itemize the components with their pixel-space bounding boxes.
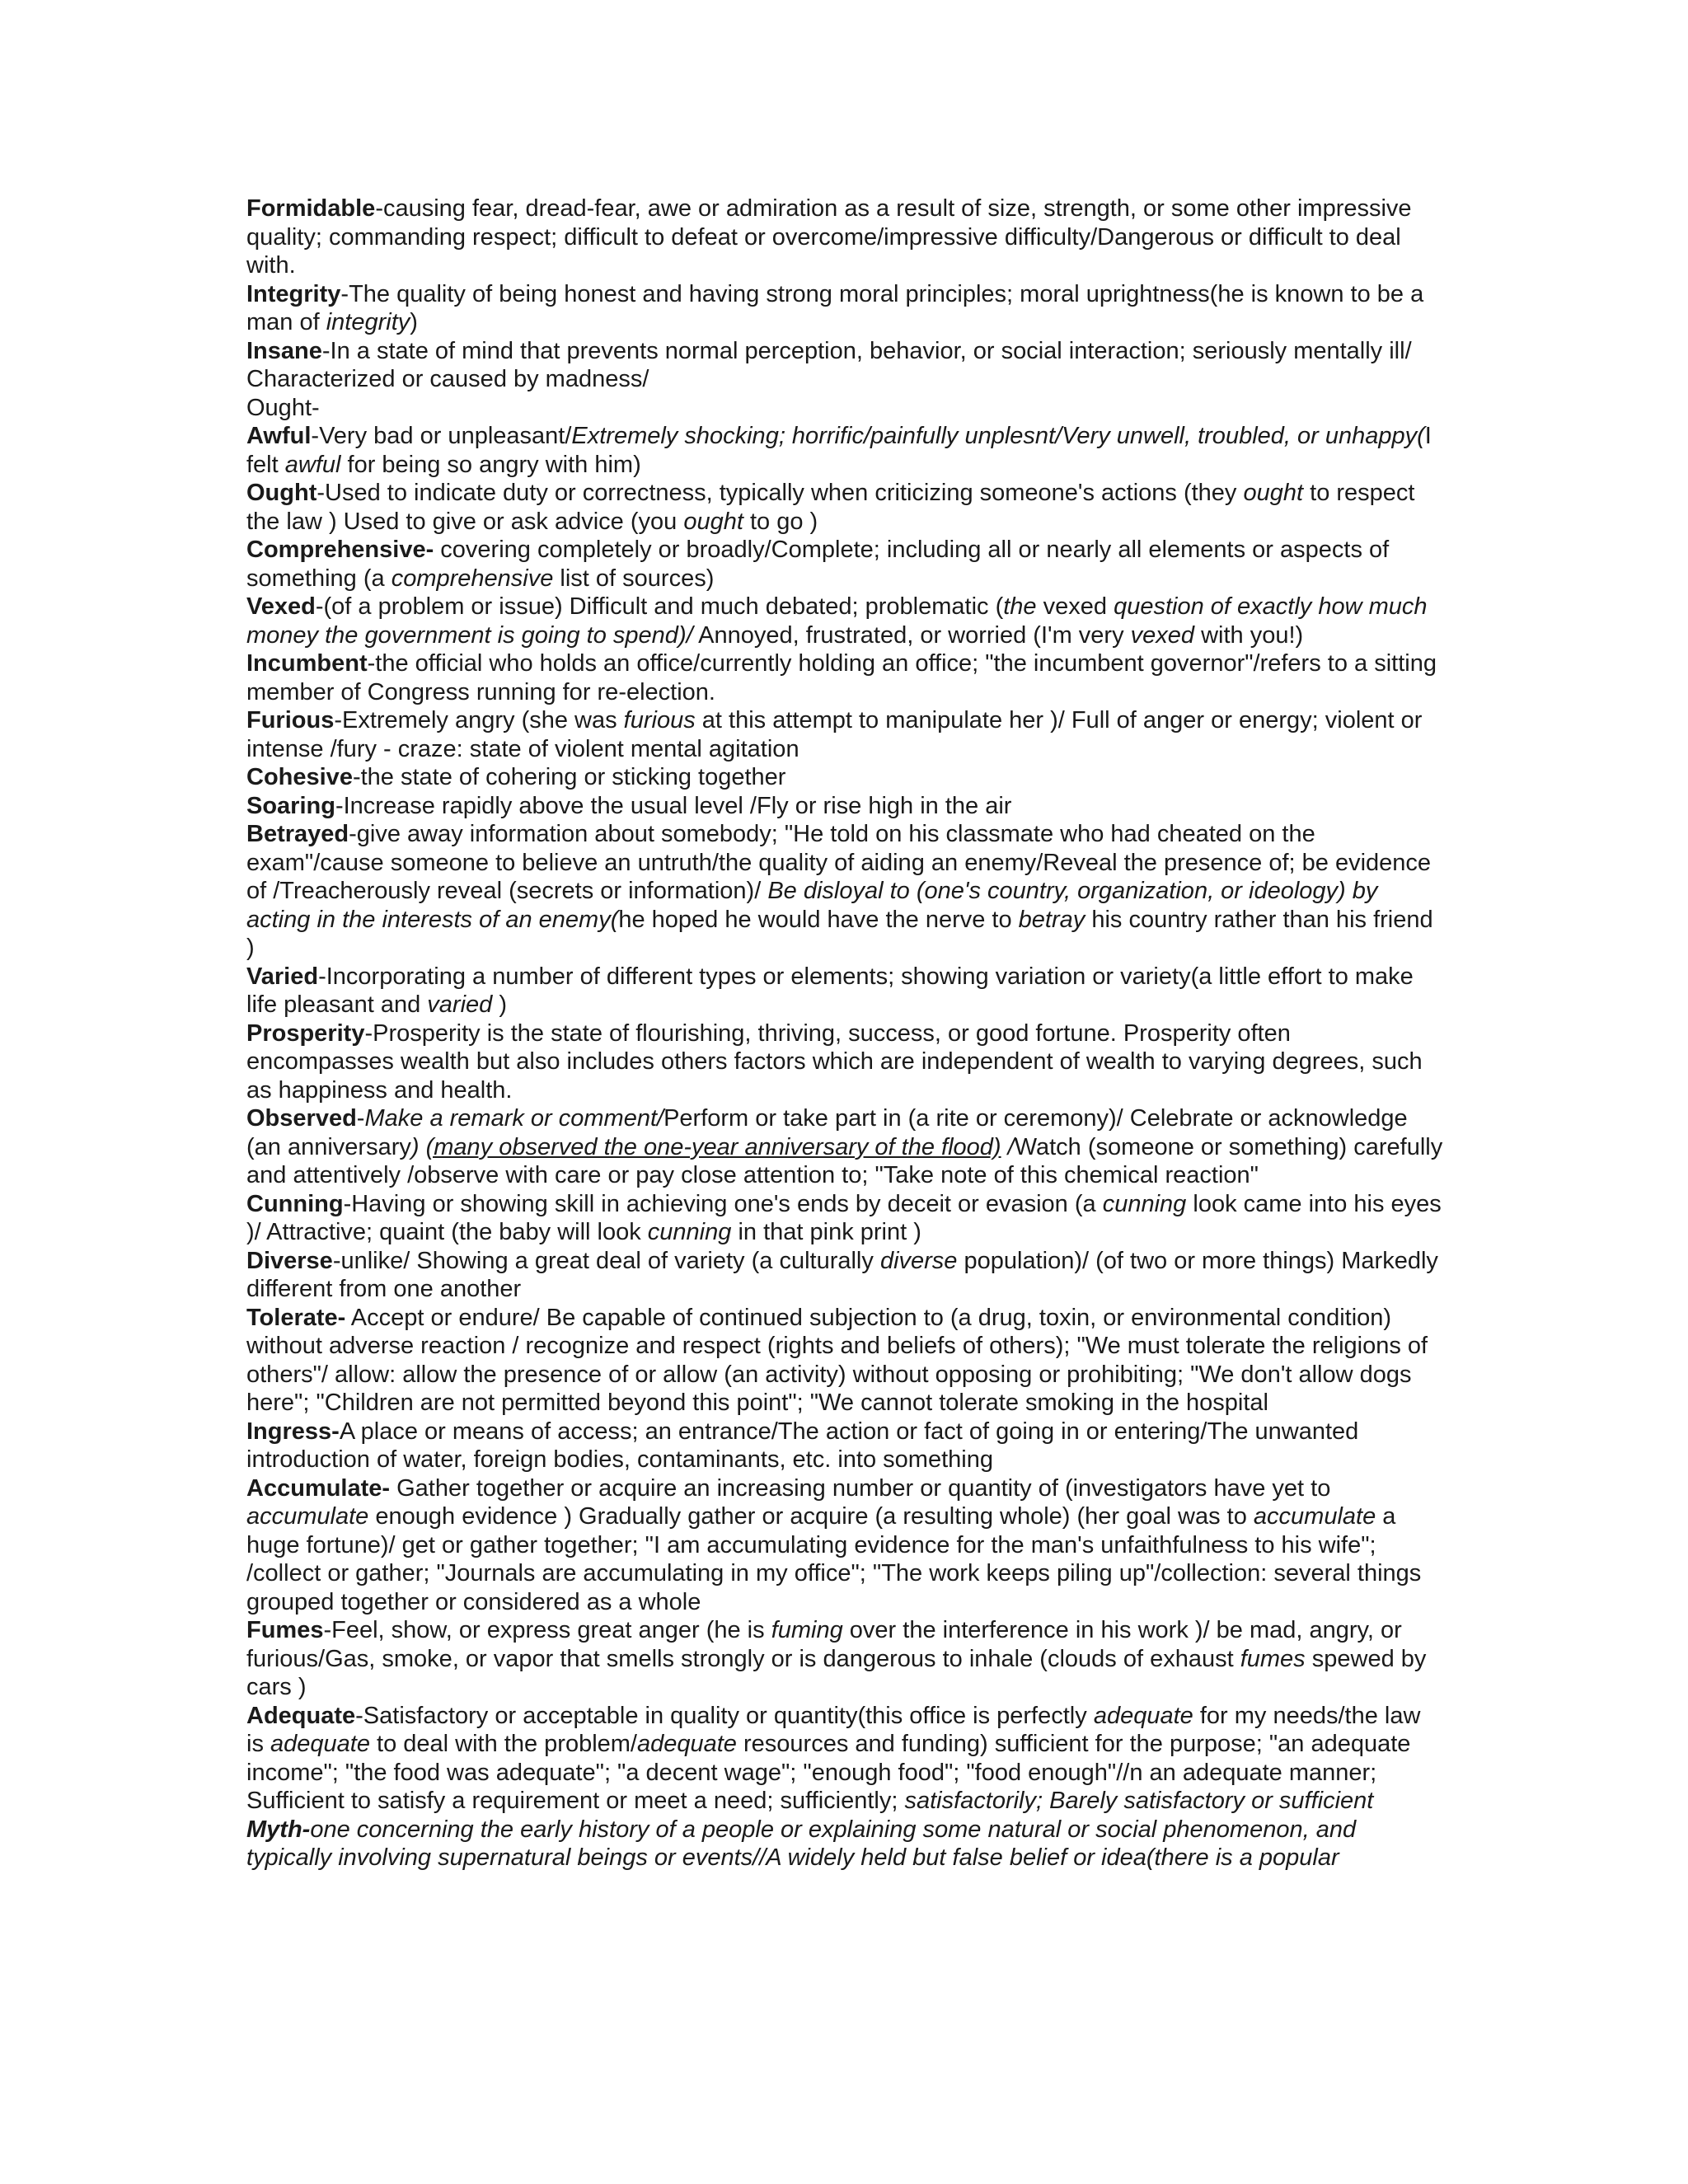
entry-text: covering completely or broadly/Complete; including all or nearly all elements or aspects of something (a <box>246 537 1390 592</box>
entry-text: furious <box>623 707 696 733</box>
entry-text: cunning <box>1102 1190 1187 1217</box>
entry-term: Awful <box>246 423 312 449</box>
entry-text: -Prosperity is the state of flourishing, thriving, success, or good fortune. Prosperity often encompasses wealth but also includes others factors which are independent of wealth to varying degrees, such as happiness and health. <box>246 1019 1423 1104</box>
entry-text: for my needs/the law is <box>246 1702 1421 1757</box>
entry-text: a huge fortune)/ get or gather together; "I am accumulating evidence for the man's unfaithfulness to his wife"; /collect or gather; "Journals are accumulating in my office"; "The work keeps piling up"/collection: several things grouped together or considered as a whole <box>246 1503 1422 1615</box>
entry-text: -Increase rapidly above the usual level /Fly or rise high in the air <box>335 792 1012 819</box>
glossary-entry <box>246 963 1443 1019</box>
glossary-entry <box>246 1702 1443 1816</box>
entry-text: for being so angry with him) <box>340 451 641 478</box>
entry-text: -The quality of being honest and having strong moral principles; moral uprightness(he is known to be a man of <box>246 280 1424 335</box>
entry-text: accumulate <box>1253 1503 1376 1530</box>
entry-text: population)/ (of two or more things) Markedly different from one another <box>246 1247 1438 1302</box>
entry-text: vexed <box>1130 621 1195 649</box>
entry-term: Formidable <box>246 195 376 222</box>
entry-text: -(of a problem or issue) Difficult and much debated; problematic ( <box>315 593 1004 620</box>
entry-text: comprehensive <box>391 565 554 592</box>
entry-term: Comprehensive- <box>246 537 434 563</box>
entry-term: Cunning <box>246 1190 344 1217</box>
entry-text: enough evidence ) Gradually gather or acquire (a resulting whole) (her goal was to <box>368 1503 1254 1530</box>
entry-text: list of sources) <box>553 565 715 592</box>
entry-text: / <box>1001 1133 1015 1160</box>
entry-text: -Feel, show, or express great anger (he is <box>323 1617 771 1643</box>
entry-text: betray <box>1018 906 1085 933</box>
entry-text: ought <box>683 508 743 535</box>
entry-text: cunning <box>647 1219 732 1245</box>
entry-term: Incumbent <box>246 650 368 677</box>
glossary-entry <box>246 536 1443 593</box>
glossary-entry <box>246 1247 1443 1304</box>
glossary-entry <box>246 1304 1443 1418</box>
entry-text: Gather together or acquire an increasing number or quantity of (investigators have yet to <box>390 1474 1331 1502</box>
glossary-entry <box>246 1816 1443 1872</box>
entry-term: Insane <box>246 337 322 364</box>
entry-term: Observed <box>246 1105 357 1132</box>
glossary-entry <box>246 1190 1443 1247</box>
entry-text: Extremely shocking; horrific/painfully unplesnt/Very unwell, troubled, or unhappy( <box>571 423 1425 449</box>
entry-text: satisfactorily; Barely satisfactory or sufficient <box>904 1788 1374 1814</box>
glossary-entry <box>246 394 1443 423</box>
entry-text: accumulate <box>246 1503 369 1530</box>
entry-text: (many observed the one-year anniversary of the flood) <box>425 1133 1001 1160</box>
entry-term: Cohesive <box>246 764 353 790</box>
glossary-entry <box>246 479 1443 536</box>
entry-term: Diverse <box>246 1247 333 1274</box>
entry-text: over the interference in his work )/ be mad, angry, or furious/Gas, smoke, or vapor that smells strongly or is dangerous to inhale (clouds of exhaust <box>246 1617 1402 1672</box>
entry-term: Betrayed <box>246 821 349 847</box>
entry-text: -the official who holds an office/currently holding an office; "the incumbent governor"/refers to a sitting member of Congress running for re-election. <box>246 650 1437 705</box>
entry-text: ) <box>492 991 507 1018</box>
glossary-entry <box>246 337 1443 394</box>
entry-text: -causing fear, dread-fear, awe or admiration as a result of size, strength, or some other impressive quality; commanding respect; difficult to defeat or overcome/impressive difficulty/Dangerous or difficult to deal with. <box>246 195 1412 279</box>
entry-text: the <box>1003 593 1037 620</box>
glossary-entry <box>246 792 1443 821</box>
entry-term: Adequate <box>246 1702 356 1729</box>
entry-text: his country rather than his friend ) <box>246 906 1433 961</box>
entry-text: in that pink print ) <box>731 1219 921 1245</box>
entry-text: awful <box>284 451 341 478</box>
glossary-entry <box>246 422 1443 479</box>
entry-text: -unlike/ Showing a great deal of variety (a culturally <box>332 1247 880 1274</box>
entry-term: Soaring <box>246 792 335 819</box>
entry-text: I felt <box>246 423 1432 478</box>
entry-text: -Having or showing skill in achieving one's ends by deceit or evasion (a <box>343 1190 1103 1217</box>
entry-term: Vexed <box>246 593 316 620</box>
entry-text: look came into his eyes )/ Attractive; quaint (the baby will look <box>246 1190 1442 1245</box>
entry-text: Watch (someone or something) carefully and attentively /observe with care or pay close attention to; "Take note of this chemical reaction" <box>246 1133 1443 1188</box>
glossary-entry <box>246 706 1443 763</box>
glossary-entry <box>246 649 1443 706</box>
entry-text: adequate <box>1093 1702 1193 1729</box>
entry-text: -Incorporating a number of different types or elements; showing variation or variety(a little effort to make life pleasant and <box>246 963 1414 1018</box>
entry-term: Accumulate- <box>246 1474 391 1502</box>
entry-text: Accept or endure/ Be capable of continued subjection to (a drug, toxin, or environmental condition) without adverse reaction / recognize and respect (rights and beliefs of others); "We must tolerate the religions of others"/ allow: allow the presence of or allow (an activity) without opposing or prohibiting; "We don't allow dogs here"; "Children are not permitted beyond this point"; "We cannot tolerate smoking in the hospital <box>246 1304 1428 1416</box>
entry-text: to go ) <box>743 508 818 535</box>
glossary-entry <box>246 593 1443 649</box>
entry-text: -Very bad or unpleasant/ <box>311 423 572 449</box>
entry-text: Make a remark or comment/ <box>364 1105 664 1132</box>
entry-term: Prosperity <box>246 1019 365 1047</box>
entry-term: Integrity <box>246 280 341 307</box>
entry-text: at this attempt to manipulate her )/ Full of anger or energy; violent or intense /fury - craze: state of violent mental agitation <box>246 707 1423 762</box>
glossary-entry <box>246 1104 1443 1190</box>
entry-term: Tolerate- <box>246 1304 346 1331</box>
entry-text: adequate <box>636 1731 737 1757</box>
entry-text: resources and funding) sufficient for the purpose; "an adequate income"; "the food was adequate"; "a decent wage"; "enough food"; "food enough"//n an adequate manner; Sufficient to satisfy a requirement or meet a need; sufficiently; <box>246 1731 1411 1814</box>
entry-text: -In a state of mind that prevents normal perception, behavior, or social interaction; seriously mentally ill/ Characterized or caused by madness/ <box>246 337 1412 392</box>
entry-text: diverse <box>879 1247 958 1274</box>
entry-text: fumes <box>1240 1645 1306 1672</box>
entry-text: to deal with the problem/ <box>369 1731 637 1757</box>
entry-term: Furious <box>246 707 335 733</box>
glossary-entry <box>246 1474 1443 1617</box>
entry-text: -Satisfactory or acceptable in quality or quantity(this office is perfectly <box>355 1702 1094 1729</box>
entry-text: ought <box>1243 480 1304 506</box>
entry-text: Be disloyal to (one's country, organization, or ideology) by acting in the interests of an enemy( <box>246 878 1378 933</box>
entry-text: -give away information about somebody; "He told on his classmate who had cheated on the exam"/cause someone to believe an untruth/the quality of aiding an enemy/Reveal the presence of; be evidence of /Treacherously reveal (secrets or information)/ <box>246 821 1432 904</box>
entry-term: Ingress- <box>246 1418 340 1445</box>
entry-text: adequate <box>270 1731 370 1757</box>
entry-text: he hoped he would have the nerve to <box>618 906 1019 933</box>
entry-text: spewed by cars ) <box>246 1645 1427 1700</box>
glossary-entry <box>246 1418 1443 1474</box>
entry-text: Annoyed, frustrated, or worried (I'm very <box>692 621 1131 649</box>
entry-text: with you!) <box>1194 621 1304 649</box>
entry-text: -Extremely angry (she was <box>334 707 624 733</box>
entry-text: ) <box>410 309 418 335</box>
entry-term: Ought <box>246 480 317 506</box>
document-page <box>246 194 1443 1872</box>
entry-text: integrity <box>326 309 410 335</box>
entry-text: question of exactly how much money the government is going to spend)/ <box>246 593 1428 649</box>
entry-text: -Used to indicate duty or correctness, typically when criticizing someone's actions (they <box>316 480 1244 506</box>
entry-text: ) <box>410 1133 426 1160</box>
entry-text: - <box>356 1105 365 1132</box>
glossary-entry <box>246 194 1443 280</box>
entry-text: varied <box>427 991 493 1018</box>
glossary-entry <box>246 1019 1443 1105</box>
entry-text: -the state of cohering or sticking together <box>352 764 786 790</box>
entry-text: fuming <box>771 1617 843 1643</box>
entry-text: Perform or take part in (a rite or ceremony)/ Celebrate or acknowledge (an anniversary <box>246 1105 1408 1160</box>
glossary-entry <box>246 763 1443 792</box>
entry-term: Myth- <box>246 1816 311 1843</box>
entry-term: Fumes <box>246 1617 324 1643</box>
glossary-entry <box>246 820 1443 963</box>
entry-text: vexed <box>1036 593 1114 620</box>
entry-text: Ought- <box>246 394 320 421</box>
entry-text: one concerning the early history of a people or explaining some natural or social phenomenon, and typically involving supernatural beings or events//A widely held but false belief or idea(there is a popular <box>246 1816 1357 1871</box>
entry-text: A place or means of access; an entrance/The action or fact of going in or entering/The unwanted introduction of water, foreign bodies, contaminants, etc. into something <box>246 1418 1359 1473</box>
glossary-entry <box>246 1616 1443 1702</box>
glossary-entry <box>246 280 1443 337</box>
entry-text: to respect the law ) Used to give or ask advice (you <box>246 480 1415 535</box>
entry-term: Varied <box>246 963 319 990</box>
